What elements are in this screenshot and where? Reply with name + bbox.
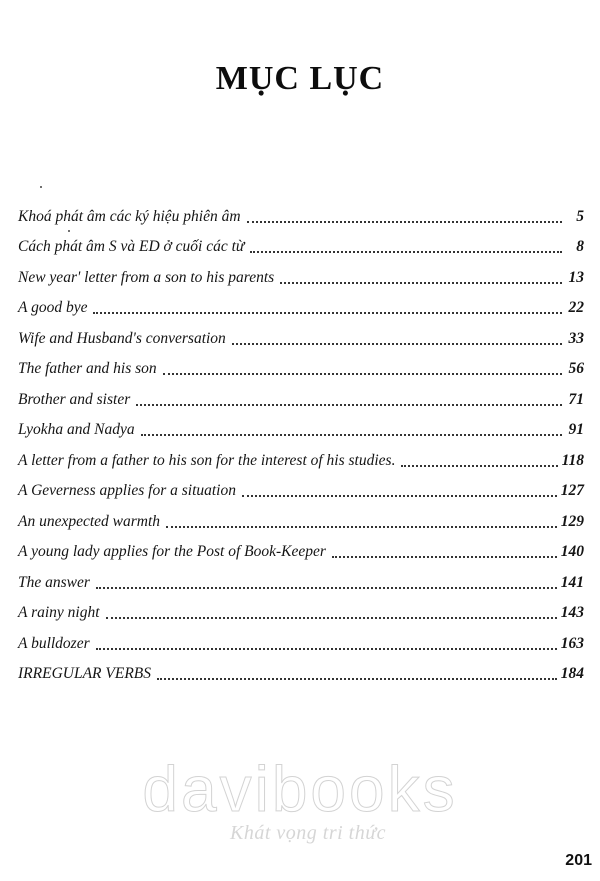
toc-entry-title: Lyokha and Nadya (18, 421, 135, 438)
toc-entry[interactable] (18, 264, 584, 295)
toc-leader-dots (141, 419, 562, 437)
toc-entry-title: Brother and sister (18, 390, 131, 408)
toc-entry-page: 13 (568, 268, 584, 286)
toc-entry-title: A Geverness applies for a situation (18, 482, 236, 499)
toc-entry-page: 143 (560, 604, 584, 621)
toc-entry-page: 118 (561, 451, 584, 469)
toc-entry-page: 71 (568, 390, 584, 408)
toc-entry[interactable] (18, 325, 584, 356)
toc-entry[interactable] (18, 569, 584, 600)
watermark-tagline: Khát vọng tri thức (230, 822, 387, 844)
toc-entry-title: Khoá phát âm các ký hiệu phiên âm (18, 207, 241, 225)
toc-entry-page: 163 (560, 634, 584, 652)
toc-entry[interactable] (18, 539, 584, 570)
toc-leader-dots (93, 297, 562, 315)
toc-leader-dots (106, 602, 557, 620)
toc-entry[interactable] (18, 295, 584, 326)
toc-leader-dots (136, 388, 562, 406)
toc-entry-title: A young lady applies for the Post of Book-Keeper (18, 543, 326, 560)
print-speck (40, 186, 42, 188)
toc-entry[interactable] (18, 417, 584, 448)
toc-entry-title: IRREGULAR VERBS (18, 665, 152, 682)
toc-leader-dots (280, 266, 562, 284)
toc-entry-page: 91 (568, 421, 584, 438)
toc-leader-dots (401, 449, 557, 467)
toc-entry[interactable] (18, 478, 584, 509)
toc-entry-title: The answer (18, 573, 90, 591)
toc-leader-dots (242, 480, 557, 498)
toc-leader-dots (163, 358, 562, 376)
toc-entry-page: 8 (576, 238, 584, 255)
toc-entry-title: New year' letter from a son to his parents (18, 268, 275, 286)
toc-leader-dots (250, 236, 562, 254)
toc-entry[interactable] (18, 203, 584, 234)
toc-entry-title: Cách phát âm S và ED ở cuối các từ (18, 238, 245, 255)
toc-entry[interactable] (18, 386, 584, 417)
toc-entry[interactable] (18, 661, 584, 692)
page-number: 201 (565, 852, 592, 869)
toc-entry-title: A good bye (18, 299, 88, 316)
toc-entry-page: 184 (560, 665, 584, 682)
toc-entry-title: The father and his son (18, 360, 157, 377)
toc-leader-dots (96, 632, 557, 650)
toc-entry[interactable] (18, 356, 584, 387)
toc-entry[interactable] (18, 508, 584, 539)
toc-leader-dots (232, 327, 562, 345)
toc-entry-page: 56 (568, 360, 584, 377)
toc-entry-page: 22 (568, 299, 584, 316)
toc-entry-title: A bulldozer (18, 634, 90, 652)
page-title: MỤC LỤC (215, 60, 385, 97)
toc-entry[interactable] (18, 600, 584, 631)
toc-entry[interactable] (18, 234, 584, 265)
toc-leader-dots (157, 663, 557, 681)
toc-entry-page: 127 (560, 482, 584, 499)
toc-entry-page: 129 (560, 512, 584, 530)
toc-entry-title: Wife and Husband's conversation (18, 329, 226, 347)
toc-entry-page: 141 (560, 573, 584, 591)
toc-entry-title: A rainy night (18, 604, 100, 621)
toc-leader-dots (247, 205, 562, 223)
toc-entry-title: An unexpected warmth (18, 512, 161, 530)
toc-entry-page: 140 (560, 543, 584, 560)
table-of-contents (18, 203, 584, 691)
toc-entry[interactable] (18, 630, 584, 661)
toc-leader-dots (332, 541, 557, 559)
toc-entry-page: 33 (568, 329, 584, 347)
toc-leader-dots (166, 510, 557, 528)
toc-entry[interactable] (18, 447, 584, 478)
toc-entry-page: 5 (576, 207, 584, 225)
toc-entry-title: A letter from a father to his son for the interest of his studies. (18, 451, 396, 469)
watermark-brand: davibooks (142, 753, 458, 825)
toc-leader-dots (96, 571, 557, 589)
